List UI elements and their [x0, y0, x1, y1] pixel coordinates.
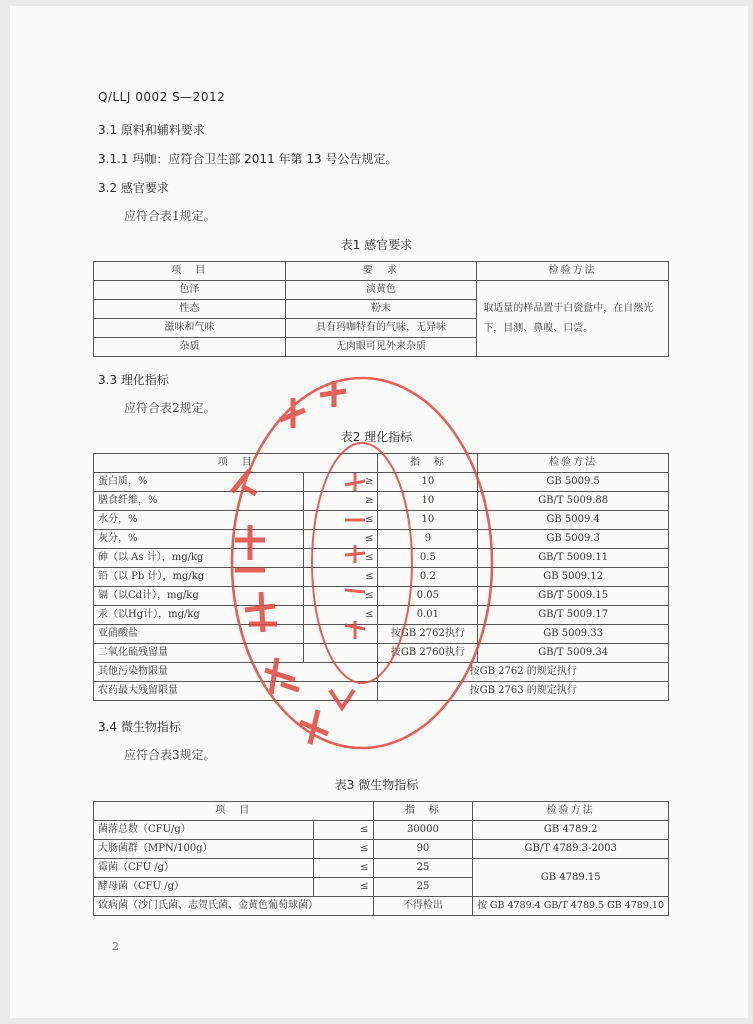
- header-cell: 检验方法: [477, 262, 669, 281]
- item-cell: 色泽: [94, 281, 286, 300]
- table-sensory: [93, 261, 669, 357]
- table-row: [94, 511, 669, 530]
- method-cell: 按GB 2763 的规定执行: [378, 682, 669, 701]
- requirement-cell: 淡黄色: [285, 281, 477, 300]
- table-row: [94, 897, 669, 916]
- item-cell: 农药最大残留限量: [94, 682, 378, 701]
- item-cell: 大肠菌群（MPN/100g）: [94, 840, 314, 859]
- table-row: [94, 821, 669, 840]
- table-row: [94, 549, 669, 568]
- table-header-row: [94, 262, 669, 281]
- limit-cell: 30000: [373, 821, 473, 840]
- item-cell: 汞（以Hg计），mg/kg: [94, 606, 304, 625]
- page-number: 2: [112, 940, 119, 953]
- limit-cell: 25: [373, 859, 473, 878]
- limit-cell: 9: [378, 530, 478, 549]
- operator-cell: ≤: [303, 568, 378, 587]
- header-cell: 指 标: [378, 454, 478, 473]
- item-cell: 性态: [94, 300, 286, 319]
- method-cell: GB 4789.2: [473, 821, 669, 840]
- method-cell: GB 5009.3: [478, 530, 669, 549]
- requirement-cell: 无肉眼可见外来杂质: [285, 338, 477, 357]
- table2-caption: 表2 理化指标: [340, 430, 413, 444]
- header-cell: 要 求: [285, 262, 477, 281]
- item-cell: 滋味和气味: [94, 319, 286, 338]
- header-cell: 检验方法: [473, 802, 669, 821]
- method-cell: GB/T 5009.88: [478, 492, 669, 511]
- item-cell: 霉菌（CFU /g）: [94, 859, 314, 878]
- item-cell: 水分，%: [94, 511, 304, 530]
- operator-cell: ≤: [313, 878, 373, 897]
- item-cell: 膳食纤维，%: [94, 492, 304, 511]
- method-cell: GB/T 4789.3-2003: [473, 840, 669, 859]
- section-3-3-heading: 3.3 理化指标: [98, 373, 169, 387]
- table-row: [94, 587, 669, 606]
- header-cell: 检验方法: [478, 454, 669, 473]
- requirement-cell: 具有玛咖特有的气味，无异味: [285, 319, 477, 338]
- table-row: [94, 568, 669, 587]
- method-cell: GB 5009.33: [478, 625, 669, 644]
- operator-cell: ≤: [303, 587, 378, 606]
- limit-cell: 按GB 2760执行: [378, 644, 478, 663]
- operator-cell: [303, 625, 378, 644]
- method-cell: GB/T 5009.17: [478, 606, 669, 625]
- operator-cell: ≤: [303, 606, 378, 625]
- method-cell: GB/T 5009.34: [478, 644, 669, 663]
- table1-caption: 表1 感官要求: [340, 238, 413, 252]
- item-cell: 砷（以 As 计），mg/kg: [94, 549, 304, 568]
- table-row: [94, 663, 669, 682]
- table3-caption: 表3 微生物指标: [334, 778, 419, 792]
- item-cell: 其他污染物限量: [94, 663, 378, 682]
- table-row: [94, 644, 669, 663]
- item-cell: 致病菌（沙门氏菌、志贺氏菌、金黄色葡萄球菌）: [94, 897, 374, 916]
- table-row: [94, 840, 669, 859]
- section-3-2-text: 应符合表1规定。: [124, 209, 216, 223]
- operator-cell: ≤: [303, 511, 378, 530]
- limit-cell: 10: [378, 492, 478, 511]
- table-microbiological: [93, 801, 669, 916]
- item-cell: 亚硝酸盐: [94, 625, 304, 644]
- method-cell: GB 5009.12: [478, 568, 669, 587]
- item-cell: 杂质: [94, 338, 286, 357]
- method-cell: GB 5009.4: [478, 511, 669, 530]
- method-cell: GB/T 5009.11: [478, 549, 669, 568]
- limit-cell: 10: [378, 473, 478, 492]
- item-cell: 灰分，%: [94, 530, 304, 549]
- item-cell: 酵母菌（CFU /g）: [94, 878, 314, 897]
- table-header-row: [94, 454, 669, 473]
- operator-cell: [303, 644, 378, 663]
- limit-cell: 0.05: [378, 587, 478, 606]
- section-3-4-heading: 3.4 微生物指标: [98, 720, 181, 734]
- limit-cell: 按GB 2762执行: [378, 625, 478, 644]
- operator-cell: ≤: [313, 859, 373, 878]
- method-cell: GB/T 5009.15: [478, 587, 669, 606]
- table-header-row: [94, 802, 669, 821]
- section-3-1-1-text: 3.1.1 玛咖：应符合卫生部 2011 年第 13 号公告规定。: [98, 152, 398, 166]
- limit-cell: 90: [373, 840, 473, 859]
- requirement-cell: 粉末: [285, 300, 477, 319]
- table-row: [94, 625, 669, 644]
- item-cell: 菌落总数（CFU/g）: [94, 821, 314, 840]
- limit-cell: 不得检出: [373, 897, 473, 916]
- table-row: [94, 530, 669, 549]
- section-3-1-heading: 3.1 原料和辅料要求: [98, 123, 205, 137]
- operator-cell: ≤: [303, 530, 378, 549]
- operator-cell: ≤: [303, 549, 378, 568]
- section-3-2-heading: 3.2 感官要求: [98, 181, 169, 195]
- method-cell: GB 5009.5: [478, 473, 669, 492]
- table-row: [94, 281, 669, 300]
- table-row: [94, 682, 669, 701]
- method-cell: 取适量的样品置于白瓷盘中，在自然光下，目测、鼻嗅、口尝。: [477, 281, 669, 357]
- header-cell: 项 目: [94, 802, 374, 821]
- standard-code: Q/LLJ 0002 S—2012: [98, 90, 226, 104]
- operator-cell: ≥: [303, 492, 378, 511]
- section-3-3-text: 应符合表2规定。: [124, 401, 216, 415]
- section-3-4-text: 应符合表3规定。: [124, 748, 216, 762]
- operator-cell: ≤: [313, 821, 373, 840]
- item-cell: 蛋白质，%: [94, 473, 304, 492]
- header-cell: 指 标: [373, 802, 473, 821]
- item-cell: 铅（以 Pb 计），mg/kg: [94, 568, 304, 587]
- table-row: [94, 473, 669, 492]
- limit-cell: 0.5: [378, 549, 478, 568]
- limit-cell: 0.2: [378, 568, 478, 587]
- item-cell: 二氧化硫残留量: [94, 644, 304, 663]
- table-row: [94, 859, 669, 878]
- header-cell: 项 目: [94, 262, 286, 281]
- method-cell: GB 4789.15: [473, 859, 669, 897]
- header-cell: 项 目: [94, 454, 378, 473]
- method-cell: 按 GB 4789.4 GB/T 4789.5 GB 4789.10: [473, 897, 669, 916]
- table-row: [94, 606, 669, 625]
- table-row: [94, 492, 669, 511]
- item-cell: 镉（以Cd计），mg/kg: [94, 587, 304, 606]
- method-cell: 按GB 2762 的规定执行: [378, 663, 669, 682]
- limit-cell: 25: [373, 878, 473, 897]
- operator-cell: ≥: [303, 473, 378, 492]
- limit-cell: 0.01: [378, 606, 478, 625]
- table-physicochemical: [93, 453, 669, 701]
- operator-cell: ≤: [313, 840, 373, 859]
- limit-cell: 10: [378, 511, 478, 530]
